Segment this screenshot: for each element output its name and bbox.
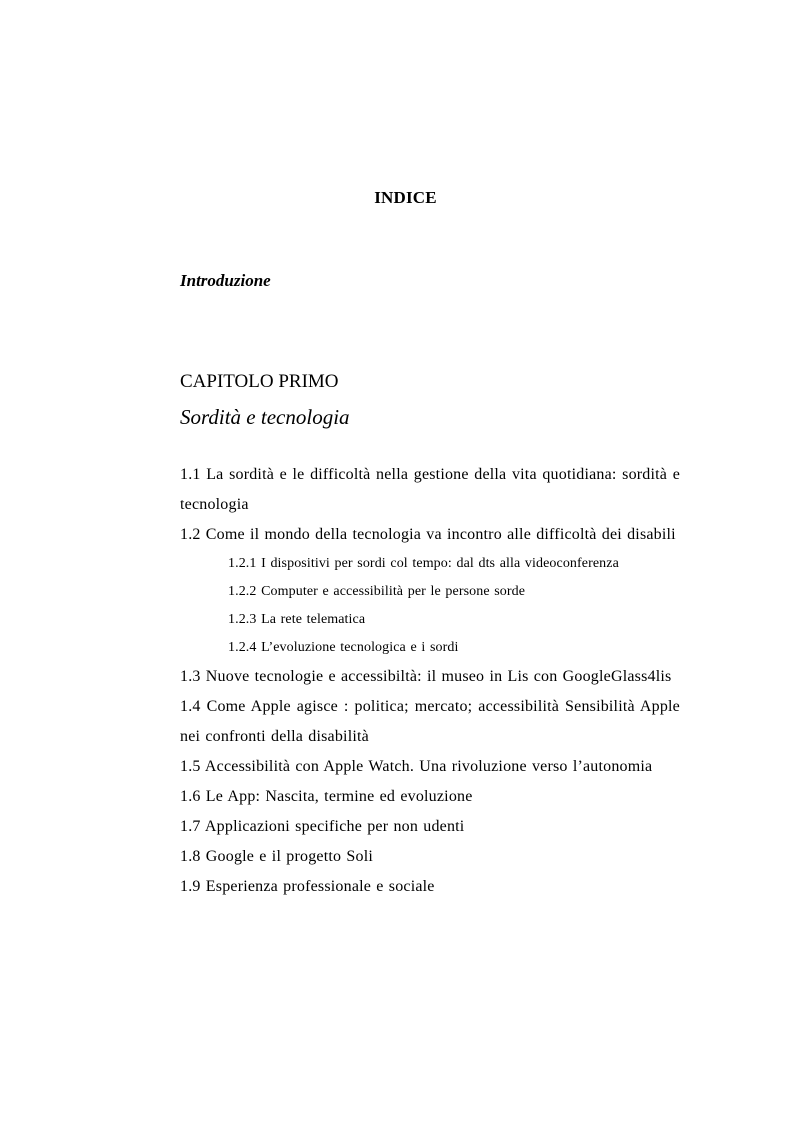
toc-entry: 1.3 Nuove tecnologie e accessibiltà: il museo in Lis con GoogleGlass4lis — [180, 668, 672, 685]
toc-subentry: 1.2.1 I dispositivi per sordi col tempo: dal dts alla videoconferenza — [228, 556, 619, 571]
toc-entry: 1.4 Come Apple agisce : politica; mercato; accessibilità Sensibilità Apple nei confronti della disabilità — [180, 698, 680, 745]
chapter-title: Sordità e tecnologia — [180, 405, 350, 429]
toc-entry: 1.5 Accessibilità con Apple Watch. Una rivoluzione verso l’autonomia — [180, 758, 653, 775]
toc-entry: 1.2 Come il mondo della tecnologia va incontro alle difficoltà dei disabili — [180, 526, 676, 543]
toc-entry: 1.6 Le App: Nascita, termine ed evoluzione — [180, 788, 473, 805]
toc-entry: 1.7 Applicazioni specifiche per non udenti — [180, 818, 465, 835]
toc-list — [180, 460, 680, 902]
toc-entry: 1.8 Google e il progetto Soli — [180, 848, 374, 865]
toc-subentry: 1.2.3 La rete telematica — [228, 612, 366, 627]
toc-entry: 1.9 Esperienza professionale e sociale — [180, 878, 435, 895]
toc-introduction: Introduzione — [180, 271, 271, 290]
toc-entry: 1.1 La sordità e le difficoltà nella gestione della vita quotidiana: sordità e tecnologia — [180, 466, 680, 513]
toc-subentry: 1.2.4 L’evoluzione tecnologica e i sordi — [228, 640, 459, 655]
chapter-label: CAPITOLO PRIMO — [180, 371, 339, 392]
page-title: INDICE — [374, 188, 437, 207]
toc-subentry: 1.2.2 Computer e accessibilità per le persone sorde — [228, 584, 526, 599]
